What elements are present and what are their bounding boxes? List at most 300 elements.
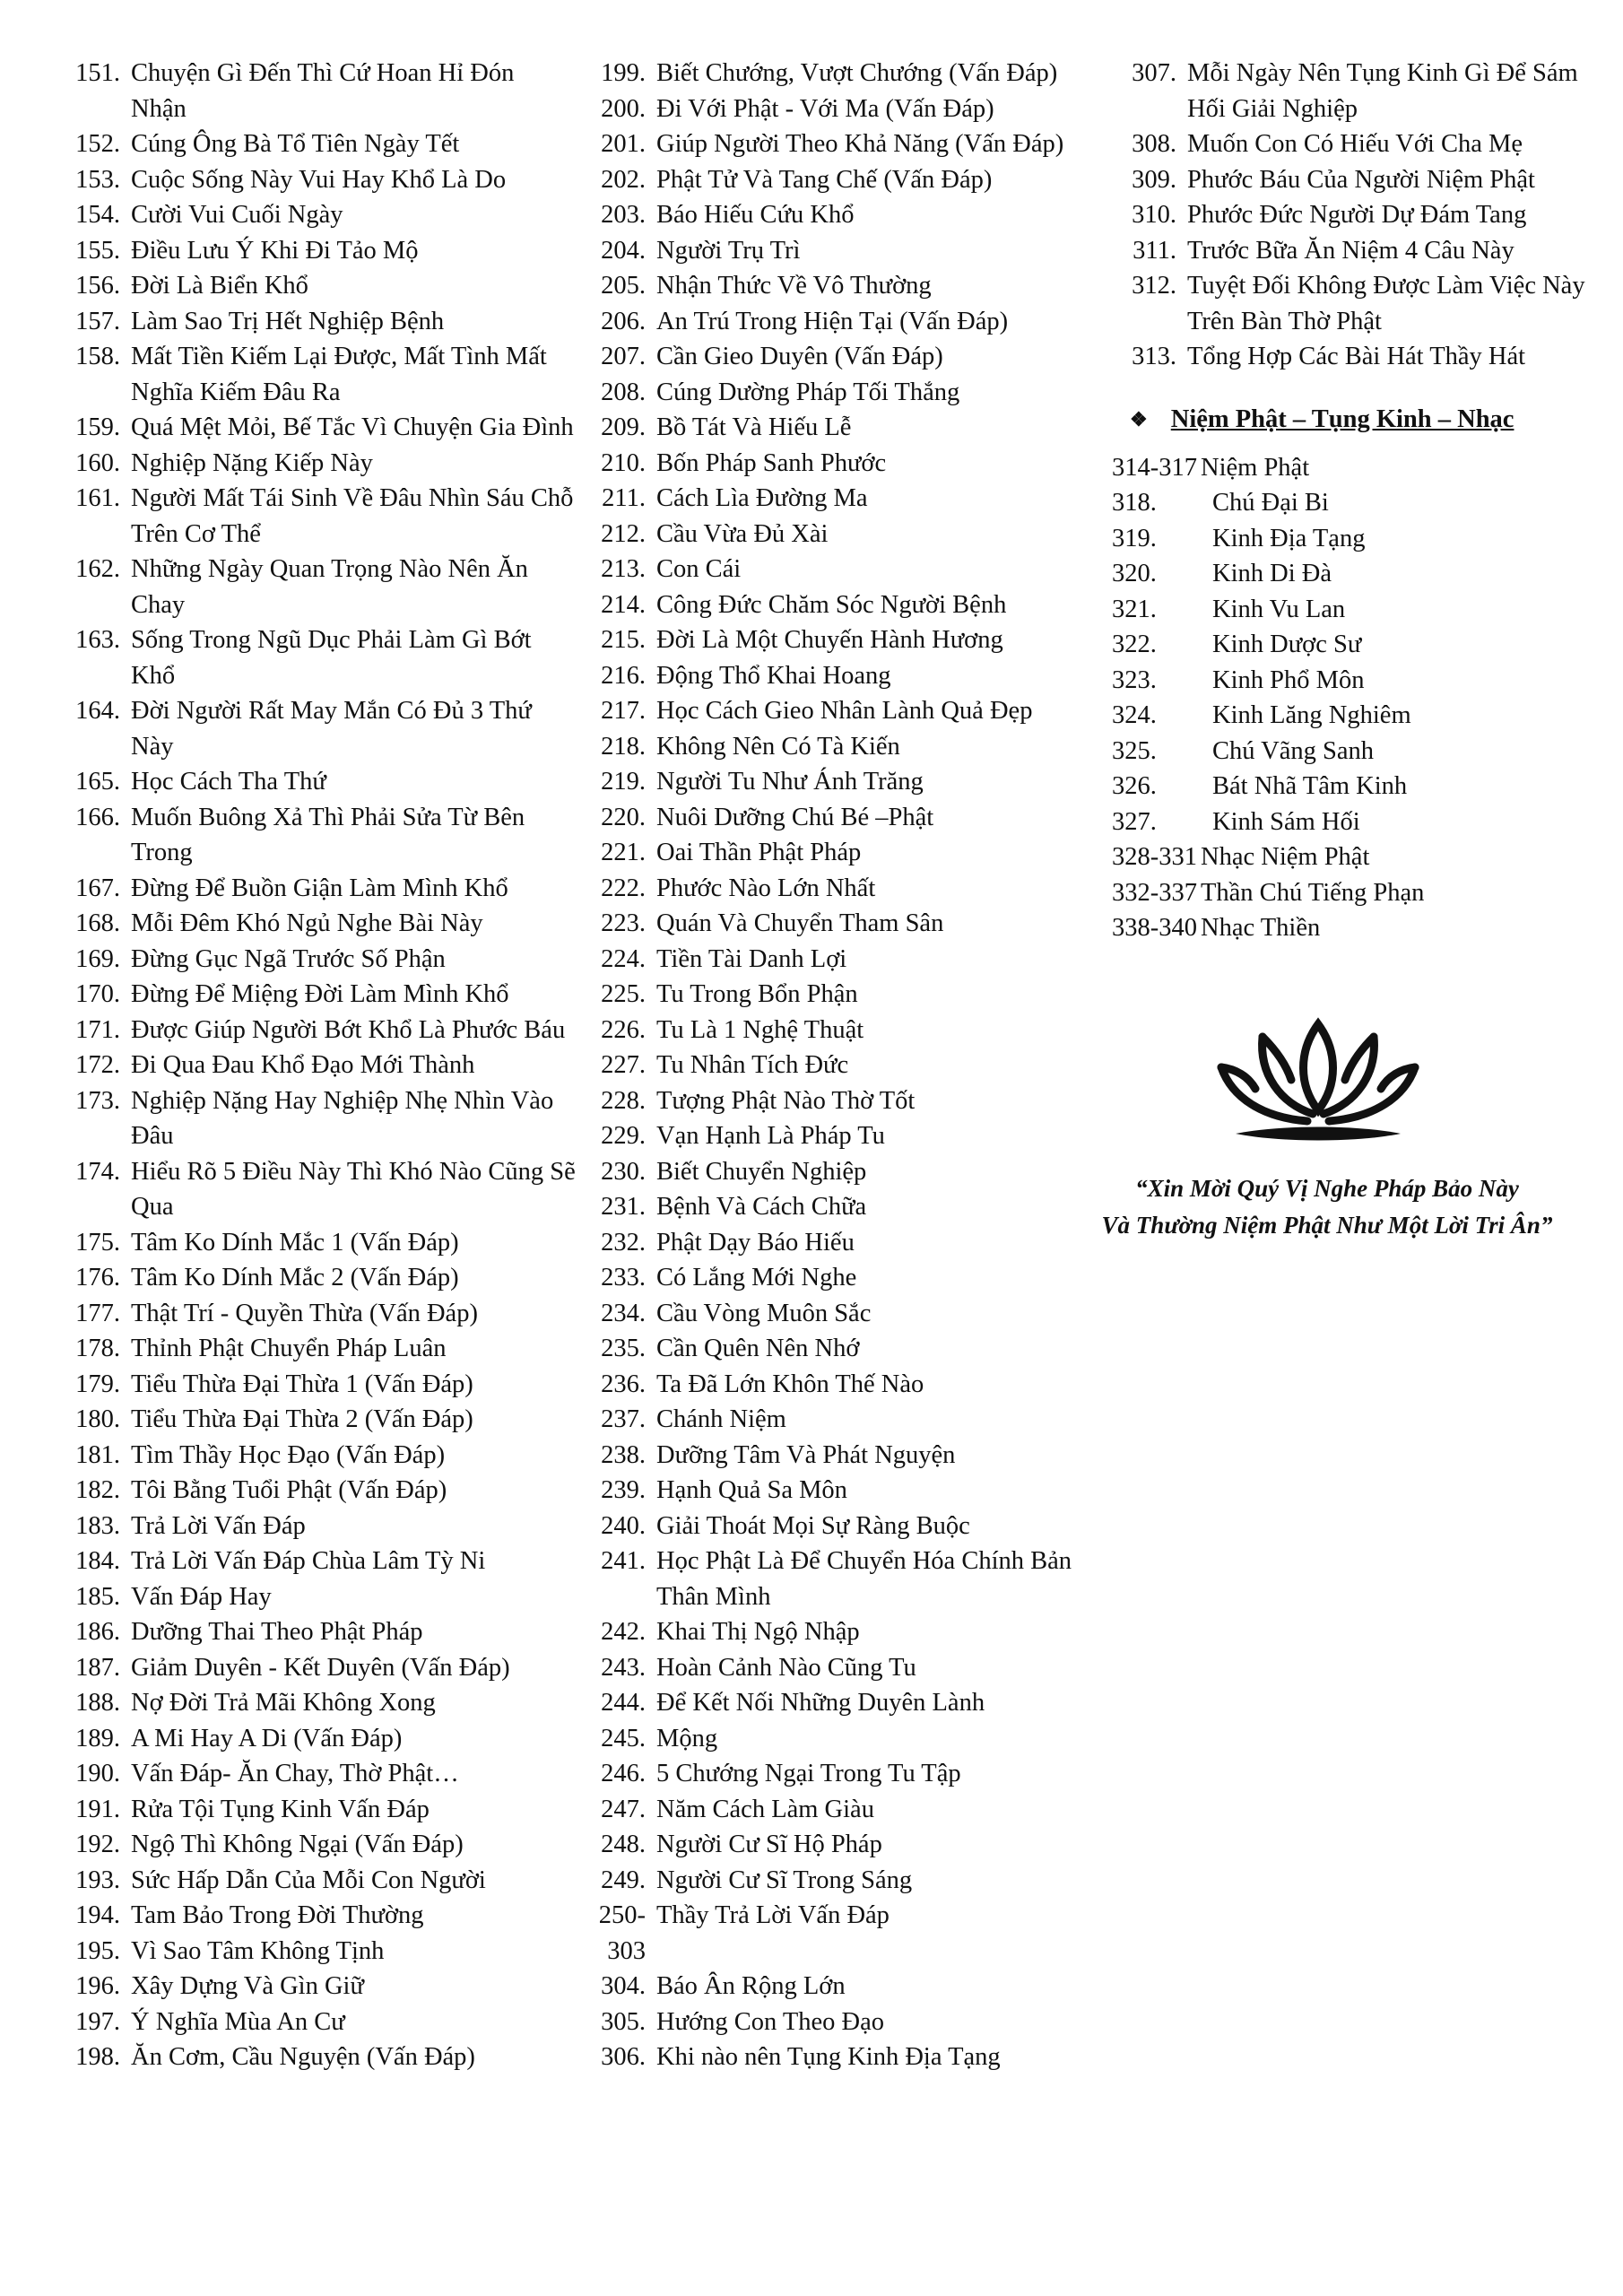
item-title: Rửa Tội Tụng Kinh Vấn Đáp xyxy=(131,1795,430,1823)
item-title: Hoàn Cảnh Nào Cũng Tu xyxy=(656,1653,916,1682)
item-number: 309. xyxy=(1132,165,1176,194)
item-number: 206. xyxy=(601,307,646,335)
item-number: 320. xyxy=(1112,560,1157,587)
list-item xyxy=(56,197,576,233)
list-item xyxy=(1112,875,1614,911)
item-title: Cầu Vòng Muôn Sắc xyxy=(656,1299,872,1327)
list-item xyxy=(56,1154,576,1225)
item-title: Dưỡng Thai Theo Phật Pháp xyxy=(131,1618,423,1646)
item-title: Tượng Phật Nào Thờ Tốt xyxy=(656,1086,916,1115)
list-item xyxy=(56,552,576,622)
item-title: Xây Dựng Và Gìn Giữ xyxy=(131,1972,364,2000)
list-item xyxy=(585,1083,1087,1119)
list-item xyxy=(585,1685,1087,1721)
item-number: 210. xyxy=(601,448,646,477)
list-item xyxy=(585,56,1087,91)
item-number: 305. xyxy=(601,2007,646,2036)
list-item xyxy=(585,481,1087,517)
list-item xyxy=(56,268,576,304)
item-title: Kinh Dược Sư xyxy=(1212,631,1362,658)
column-2 xyxy=(585,56,1087,2075)
item-title: Tâm Ko Dính Mắc 2 (Vấn Đáp) xyxy=(131,1264,459,1292)
list-item xyxy=(56,2039,576,2075)
item-number: 222. xyxy=(601,874,646,902)
closing-quote xyxy=(1058,1170,1596,1244)
item-title: Đi Qua Đau Khổ Đạo Mới Thành xyxy=(131,1051,475,1079)
item-number: 212. xyxy=(601,519,646,548)
item-number: 202. xyxy=(601,165,646,194)
item-number: 312. xyxy=(1132,272,1176,300)
list-item xyxy=(585,197,1087,233)
item-number: 243. xyxy=(601,1653,646,1682)
list-item xyxy=(585,1792,1087,1828)
list-item xyxy=(585,658,1087,694)
item-number: 173. xyxy=(75,1086,120,1115)
item-title: Con Cái xyxy=(656,555,742,583)
item-title: Vấn Đáp- Ăn Chay, Thờ Phật… xyxy=(131,1760,459,1787)
item-title: Thỉnh Phật Chuyển Pháp Luân xyxy=(131,1335,447,1362)
list-item xyxy=(585,162,1087,198)
item-title: Dưỡng Tâm Và Phát Nguyện xyxy=(656,1440,956,1469)
item-title: Phật Dạy Báo Hiếu xyxy=(656,1228,855,1257)
item-number: 338-340 xyxy=(1112,914,1197,942)
closing-line-2: Và Thường Niệm Phật Như Một Lời Tri Ân” xyxy=(1101,1212,1553,1239)
list-item xyxy=(56,2005,576,2040)
list-item xyxy=(585,1721,1087,1757)
item-number: 181. xyxy=(75,1440,120,1469)
list-item xyxy=(56,410,576,446)
list-item xyxy=(1112,521,1614,557)
item-number: 307. xyxy=(1132,59,1176,87)
item-number: 248. xyxy=(601,1831,646,1858)
item-number: 322. xyxy=(1112,631,1157,658)
item-number: 162. xyxy=(75,555,120,583)
item-number: 189. xyxy=(75,1724,120,1752)
list-item xyxy=(56,126,576,162)
item-number: 304. xyxy=(601,1972,646,2000)
list-item xyxy=(56,1438,576,1474)
item-number: 240. xyxy=(601,1511,646,1540)
list-item xyxy=(585,1331,1087,1367)
list-item xyxy=(1112,126,1614,162)
list-item xyxy=(56,1969,576,2005)
item-title: Tổng Hợp Các Bài Hát Thầy Hát xyxy=(1187,343,1526,370)
list-item xyxy=(585,517,1087,552)
item-title: Hạnh Quả Sa Môn xyxy=(656,1476,847,1504)
list-item xyxy=(1112,769,1614,804)
item-title: Tu Là 1 Nghệ Thuật xyxy=(656,1015,864,1044)
item-number: 246. xyxy=(601,1760,646,1787)
item-number: 156. xyxy=(75,272,120,300)
item-title: Tu Nhân Tích Đức xyxy=(656,1051,849,1079)
list-item xyxy=(585,1296,1087,1332)
item-number: 160. xyxy=(75,448,120,477)
list-item xyxy=(585,1827,1087,1863)
list-item xyxy=(585,268,1087,304)
list-item xyxy=(1112,197,1614,233)
list-item xyxy=(56,1650,576,1686)
item-number: 321. xyxy=(1112,595,1157,623)
list-item xyxy=(1112,698,1614,734)
list-item xyxy=(585,1225,1087,1261)
item-title: Người Cư Sĩ Trong Sáng xyxy=(656,1866,913,1894)
item-title: Có Lắng Mới Nghe xyxy=(656,1264,857,1292)
item-number: 166. xyxy=(75,803,120,831)
list-item xyxy=(585,871,1087,907)
item-number: 218. xyxy=(601,732,646,761)
item-number: 221. xyxy=(601,839,646,866)
item-title: Đời Là Một Chuyến Hành Hương xyxy=(656,626,1003,654)
item-title: Mỗi Đêm Khó Ngủ Nghe Bài Này xyxy=(131,909,483,937)
item-number: 205. xyxy=(601,272,646,300)
item-title: Nghiệp Nặng Hay Nghiệp Nhẹ Nhìn Vào Đâu xyxy=(131,1086,554,1150)
list-item xyxy=(1112,592,1614,628)
list-item xyxy=(56,1013,576,1048)
item-title: Thật Trí - Quyền Thừa (Vấn Đáp) xyxy=(131,1299,478,1327)
list-item xyxy=(585,126,1087,162)
item-title: Chánh Niệm xyxy=(656,1405,786,1433)
list-item xyxy=(56,1898,576,1934)
item-number: 169. xyxy=(75,944,120,973)
item-number: 194. xyxy=(75,1901,120,1929)
list-item xyxy=(585,375,1087,411)
list-item xyxy=(585,1473,1087,1509)
item-number: 310. xyxy=(1132,201,1176,229)
item-number: 236. xyxy=(601,1370,646,1398)
item-title: Biết Chướng, Vượt Chướng (Vấn Đáp) xyxy=(656,59,1058,87)
list-item xyxy=(585,1650,1087,1686)
item-title: Đời Người Rất May Mắn Có Đủ 3 Thứ Này xyxy=(131,697,532,761)
item-number: 247. xyxy=(601,1795,646,1823)
item-number: 196. xyxy=(75,1972,120,2000)
item-number: 228. xyxy=(601,1086,646,1115)
item-number: 159. xyxy=(75,413,120,441)
item-number: 179. xyxy=(75,1370,120,1398)
item-title: Công Đức Chăm Sóc Người Bệnh xyxy=(656,590,1007,619)
list-item xyxy=(56,1473,576,1509)
item-title: Nợ Đời Trả Mãi Không Xong xyxy=(131,1689,436,1717)
item-title: Người Cư Sĩ Hộ Pháp xyxy=(656,1831,882,1858)
item-title: Tâm Ko Dính Mắc 1 (Vấn Đáp) xyxy=(131,1228,459,1257)
list-item xyxy=(1112,663,1614,699)
item-title: Biết Chuyển Nghiệp xyxy=(656,1157,867,1186)
item-title: Người Trụ Trì xyxy=(656,236,801,265)
item-number: 213. xyxy=(601,555,646,583)
list-item xyxy=(56,162,576,198)
item-number: 324. xyxy=(1112,701,1157,729)
item-title: Đời Là Biển Khổ xyxy=(131,272,308,300)
item-title: Tuyệt Đối Không Được Làm Việc Này Trên Bàn Thờ Phật xyxy=(1187,272,1585,335)
list-item xyxy=(56,1863,576,1899)
item-title: Đi Với Phật - Với Ma (Vấn Đáp) xyxy=(656,94,994,123)
list-item xyxy=(585,835,1087,871)
list-item xyxy=(585,622,1087,658)
item-number: 230. xyxy=(601,1157,646,1186)
item-title: Ý Nghĩa Mùa An Cư xyxy=(131,2007,345,2036)
item-number: 231. xyxy=(601,1193,646,1221)
list-item xyxy=(56,1792,576,1828)
item-title: Giải Thoát Mọi Sự Ràng Buộc xyxy=(656,1511,970,1540)
item-number: 219. xyxy=(601,768,646,796)
item-title: Vấn Đáp Hay xyxy=(131,1582,272,1611)
item-title: Mỗi Ngày Nên Tụng Kinh Gì Để Sám Hối Giải Nghiệp xyxy=(1187,59,1578,123)
item-number: 214. xyxy=(601,590,646,619)
item-number: 190. xyxy=(75,1760,120,1787)
item-title: Làm Sao Trị Hết Nghiệp Bệnh xyxy=(131,307,445,335)
list-item xyxy=(585,800,1087,836)
item-title: Vạn Hạnh Là Pháp Tu xyxy=(656,1122,885,1150)
item-title: Sống Trong Ngũ Dục Phải Làm Gì Bớt Khổ xyxy=(131,626,532,690)
item-title: Đừng Để Buồn Giận Làm Mình Khổ xyxy=(131,874,508,902)
item-title: Tìm Thầy Học Đạo (Vấn Đáp) xyxy=(131,1440,446,1469)
list-item xyxy=(585,1013,1087,1048)
item-number: 223. xyxy=(601,909,646,937)
item-number: 154. xyxy=(75,201,120,229)
item-number: 207. xyxy=(601,343,646,370)
section-list xyxy=(1112,450,1614,946)
item-number: 318. xyxy=(1112,489,1157,517)
list-item xyxy=(56,1083,576,1154)
item-number: 174. xyxy=(75,1157,120,1186)
item-title: Cười Vui Cuối Ngày xyxy=(131,201,343,229)
item-number: 204. xyxy=(601,236,646,265)
item-title: Để Kết Nối Những Duyên Lành xyxy=(656,1689,985,1717)
item-number: 187. xyxy=(75,1653,120,1682)
list-item xyxy=(56,1260,576,1296)
item-number: 220. xyxy=(601,803,646,831)
item-title: Cần Gieo Duyên (Vấn Đáp) xyxy=(656,343,943,370)
item-title: Chuyện Gì Đến Thì Cứ Hoan Hỉ Đón Nhận xyxy=(131,59,515,123)
item-title: Nhạc Thiền xyxy=(1201,914,1321,942)
item-title: Học Cách Gieo Nhân Lành Quả Đẹp xyxy=(656,697,1033,725)
item-number: 201. xyxy=(601,130,646,158)
list-item xyxy=(585,729,1087,765)
item-number: 314-317 xyxy=(1112,453,1197,482)
item-title: Vì Sao Tâm Không Tịnh xyxy=(131,1936,385,1965)
item-title: Phật Tử Và Tang Chế (Vấn Đáp) xyxy=(656,165,993,194)
item-title: Muốn Con Có Hiếu Với Cha Mẹ xyxy=(1187,130,1523,158)
list-item xyxy=(1112,485,1614,521)
item-title: Năm Cách Làm Giàu xyxy=(656,1795,874,1823)
item-title: Phước Đức Người Dự Đám Tang xyxy=(1187,201,1527,229)
list-item xyxy=(585,552,1087,587)
lotus-icon xyxy=(1209,1012,1428,1146)
item-number: 226. xyxy=(601,1015,646,1044)
item-number: 311. xyxy=(1133,236,1176,265)
item-title: Đừng Gục Ngã Trước Số Phận xyxy=(131,944,446,973)
item-number: 232. xyxy=(601,1228,646,1257)
list-item xyxy=(585,2039,1087,2075)
item-number: 203. xyxy=(601,201,646,229)
item-number: 325. xyxy=(1112,736,1157,765)
item-title: Ăn Cơm, Cầu Nguyện (Vấn Đáp) xyxy=(131,2043,475,2071)
list-item xyxy=(585,1898,1087,1969)
item-number: 235. xyxy=(601,1335,646,1362)
list-item xyxy=(56,1685,576,1721)
list-item xyxy=(56,622,576,693)
item-number: 234. xyxy=(601,1299,646,1327)
item-number: 323. xyxy=(1112,665,1157,694)
list-item xyxy=(56,1934,576,1970)
list-item xyxy=(1112,556,1614,592)
item-number: 242. xyxy=(601,1618,646,1646)
item-number: 225. xyxy=(601,980,646,1008)
list-item xyxy=(1112,268,1614,339)
item-title: Tiền Tài Danh Lợi xyxy=(656,944,847,973)
list-item xyxy=(585,410,1087,446)
item-title: Báo Ân Rộng Lớn xyxy=(656,1972,846,2000)
list-item xyxy=(585,446,1087,482)
item-number: 167. xyxy=(75,874,120,902)
item-number: 198. xyxy=(75,2043,120,2071)
list-item xyxy=(56,481,576,552)
item-number: 170. xyxy=(75,980,120,1008)
list-item xyxy=(585,1189,1087,1225)
item-number: 177. xyxy=(75,1299,120,1327)
item-title: Phước Báu Của Người Niệm Phật xyxy=(1187,165,1535,194)
list-item xyxy=(56,1579,576,1615)
item-title: Học Phật Là Để Chuyển Hóa Chính Bản Thân Mình xyxy=(656,1547,1072,1611)
closing-line-1: “Xin Mời Quý Vị Nghe Pháp Bảo Này xyxy=(1135,1175,1519,1202)
item-number: 193. xyxy=(75,1866,120,1894)
list-item xyxy=(56,764,576,800)
list-item xyxy=(1112,839,1614,875)
list-item xyxy=(56,1331,576,1367)
item-number: 192. xyxy=(75,1831,120,1858)
list-item xyxy=(585,1154,1087,1190)
item-number: 155. xyxy=(75,236,120,265)
list-item xyxy=(1112,910,1614,946)
item-title: Kinh Sám Hối xyxy=(1212,807,1360,836)
item-title: Nghiệp Nặng Kiếp Này xyxy=(131,448,373,477)
item-title: An Trú Trong Hiện Tại (Vấn Đáp) xyxy=(656,307,1009,335)
item-title: 5 Chướng Ngại Trong Tu Tập xyxy=(656,1760,961,1787)
list-item xyxy=(56,871,576,907)
item-title: Tam Bảo Trong Đời Thường xyxy=(131,1901,424,1929)
list-item xyxy=(585,304,1087,340)
list-item xyxy=(56,1614,576,1650)
list-item xyxy=(56,304,576,340)
item-number: 209. xyxy=(601,413,646,441)
list-item xyxy=(1112,450,1614,486)
item-title: Tiểu Thừa Đại Thừa 1 (Vấn Đáp) xyxy=(131,1370,473,1398)
item-title: Thần Chú Tiếng Phạn xyxy=(1201,878,1425,907)
item-number: 239. xyxy=(601,1476,646,1504)
item-title: Giúp Người Theo Khả Năng (Vấn Đáp) xyxy=(656,130,1064,158)
item-number: 237. xyxy=(601,1405,646,1433)
item-title: Những Ngày Quan Trọng Nào Nên Ăn Chay xyxy=(131,555,528,619)
item-number: 163. xyxy=(75,626,120,654)
item-number: 185. xyxy=(75,1582,120,1611)
item-title: Báo Hiếu Cứu Khổ xyxy=(656,201,855,229)
item-number: 326. xyxy=(1112,772,1157,800)
item-number: 153. xyxy=(75,165,120,194)
item-number: 319. xyxy=(1112,524,1157,552)
item-title: Bát Nhã Tâm Kinh xyxy=(1212,772,1408,800)
item-number: 176. xyxy=(75,1264,120,1292)
item-title: Đừng Để Miệng Đời Làm Mình Khổ xyxy=(131,980,509,1008)
item-number: 171. xyxy=(75,1015,120,1044)
item-number: 186. xyxy=(75,1618,120,1646)
item-number: 175. xyxy=(75,1228,120,1257)
item-number: 308. xyxy=(1132,130,1176,158)
item-number: 182. xyxy=(75,1476,120,1504)
item-number: 199. xyxy=(601,59,646,87)
item-title: Kinh Lăng Nghiêm xyxy=(1212,701,1411,729)
item-number: 313. xyxy=(1132,343,1176,370)
diamond-bullet-icon: ❖ xyxy=(1130,407,1148,430)
item-title: Hướng Con Theo Đạo xyxy=(656,2007,885,2036)
item-title: Bệnh Và Cách Chữa xyxy=(656,1193,867,1221)
list-item xyxy=(585,1509,1087,1544)
item-number: 164. xyxy=(75,697,120,725)
section-heading xyxy=(1130,402,1614,438)
list-item xyxy=(56,1509,576,1544)
list-item xyxy=(585,1118,1087,1154)
item-number: 157. xyxy=(75,307,120,335)
item-title: Giảm Duyên - Kết Duyên (Vấn Đáp) xyxy=(131,1653,510,1682)
list-item xyxy=(1112,734,1614,770)
list-item xyxy=(585,942,1087,978)
item-number: 191. xyxy=(75,1795,120,1823)
list-item xyxy=(56,1296,576,1332)
item-title: Nhận Thức Về Vô Thường xyxy=(656,272,932,300)
item-number: 229. xyxy=(601,1122,646,1150)
list-item xyxy=(585,1756,1087,1792)
item-number: 151. xyxy=(75,59,120,87)
list-item xyxy=(56,233,576,269)
item-title: Ta Đã Lớn Khôn Thế Nào xyxy=(656,1370,924,1398)
item-title: Kinh Địa Tạng xyxy=(1212,524,1366,552)
item-number: 244. xyxy=(601,1689,646,1717)
list-item xyxy=(585,1260,1087,1296)
item-number: 249. xyxy=(601,1866,646,1894)
item-title: Học Cách Tha Thứ xyxy=(131,768,326,796)
item-title: Cầu Vừa Đủ Xài xyxy=(656,519,829,548)
item-title: Phước Nào Lớn Nhất xyxy=(656,874,876,902)
item-number: 184. xyxy=(75,1547,120,1575)
list-item xyxy=(585,1438,1087,1474)
item-title: A Mi Hay A Di (Vấn Đáp) xyxy=(131,1724,403,1752)
item-title: Chú Đại Bi xyxy=(1212,489,1329,517)
item-title: Trả Lời Vấn Đáp xyxy=(131,1511,306,1540)
item-title: Người Mất Tái Sinh Về Đâu Nhìn Sáu Chỗ Trên Cơ Thể xyxy=(131,484,574,548)
item-title: Khi nào nên Tụng Kinh Địa Tạng xyxy=(656,2043,1001,2071)
list-item xyxy=(585,587,1087,623)
item-number: 165. xyxy=(75,768,120,796)
list-item xyxy=(585,693,1087,729)
list-item xyxy=(56,693,576,764)
list-item xyxy=(56,56,576,126)
list-item xyxy=(56,942,576,978)
item-number: 245. xyxy=(601,1724,646,1752)
item-title: Động Thổ Khai Hoang xyxy=(656,661,891,690)
lotus-base xyxy=(1236,1127,1401,1141)
list-item xyxy=(585,906,1087,942)
column-3-list xyxy=(1112,56,1614,375)
item-number: 306. xyxy=(601,2043,646,2071)
list-item xyxy=(585,1969,1087,2005)
list-item xyxy=(56,1402,576,1438)
column-1 xyxy=(56,56,576,2075)
item-number: 250-303 xyxy=(598,1901,646,1965)
item-title: Cần Quên Nên Nhớ xyxy=(656,1335,860,1362)
item-title: Muốn Buông Xả Thì Phải Sửa Từ Bên Trong xyxy=(131,803,525,866)
list-item xyxy=(1112,804,1614,840)
item-title: Oai Thần Phật Pháp xyxy=(656,839,862,866)
item-title: Trả Lời Vấn Đáp Chùa Lâm Tỳ Ni xyxy=(131,1547,486,1575)
item-title: Bốn Pháp Sanh Phước xyxy=(656,448,887,477)
